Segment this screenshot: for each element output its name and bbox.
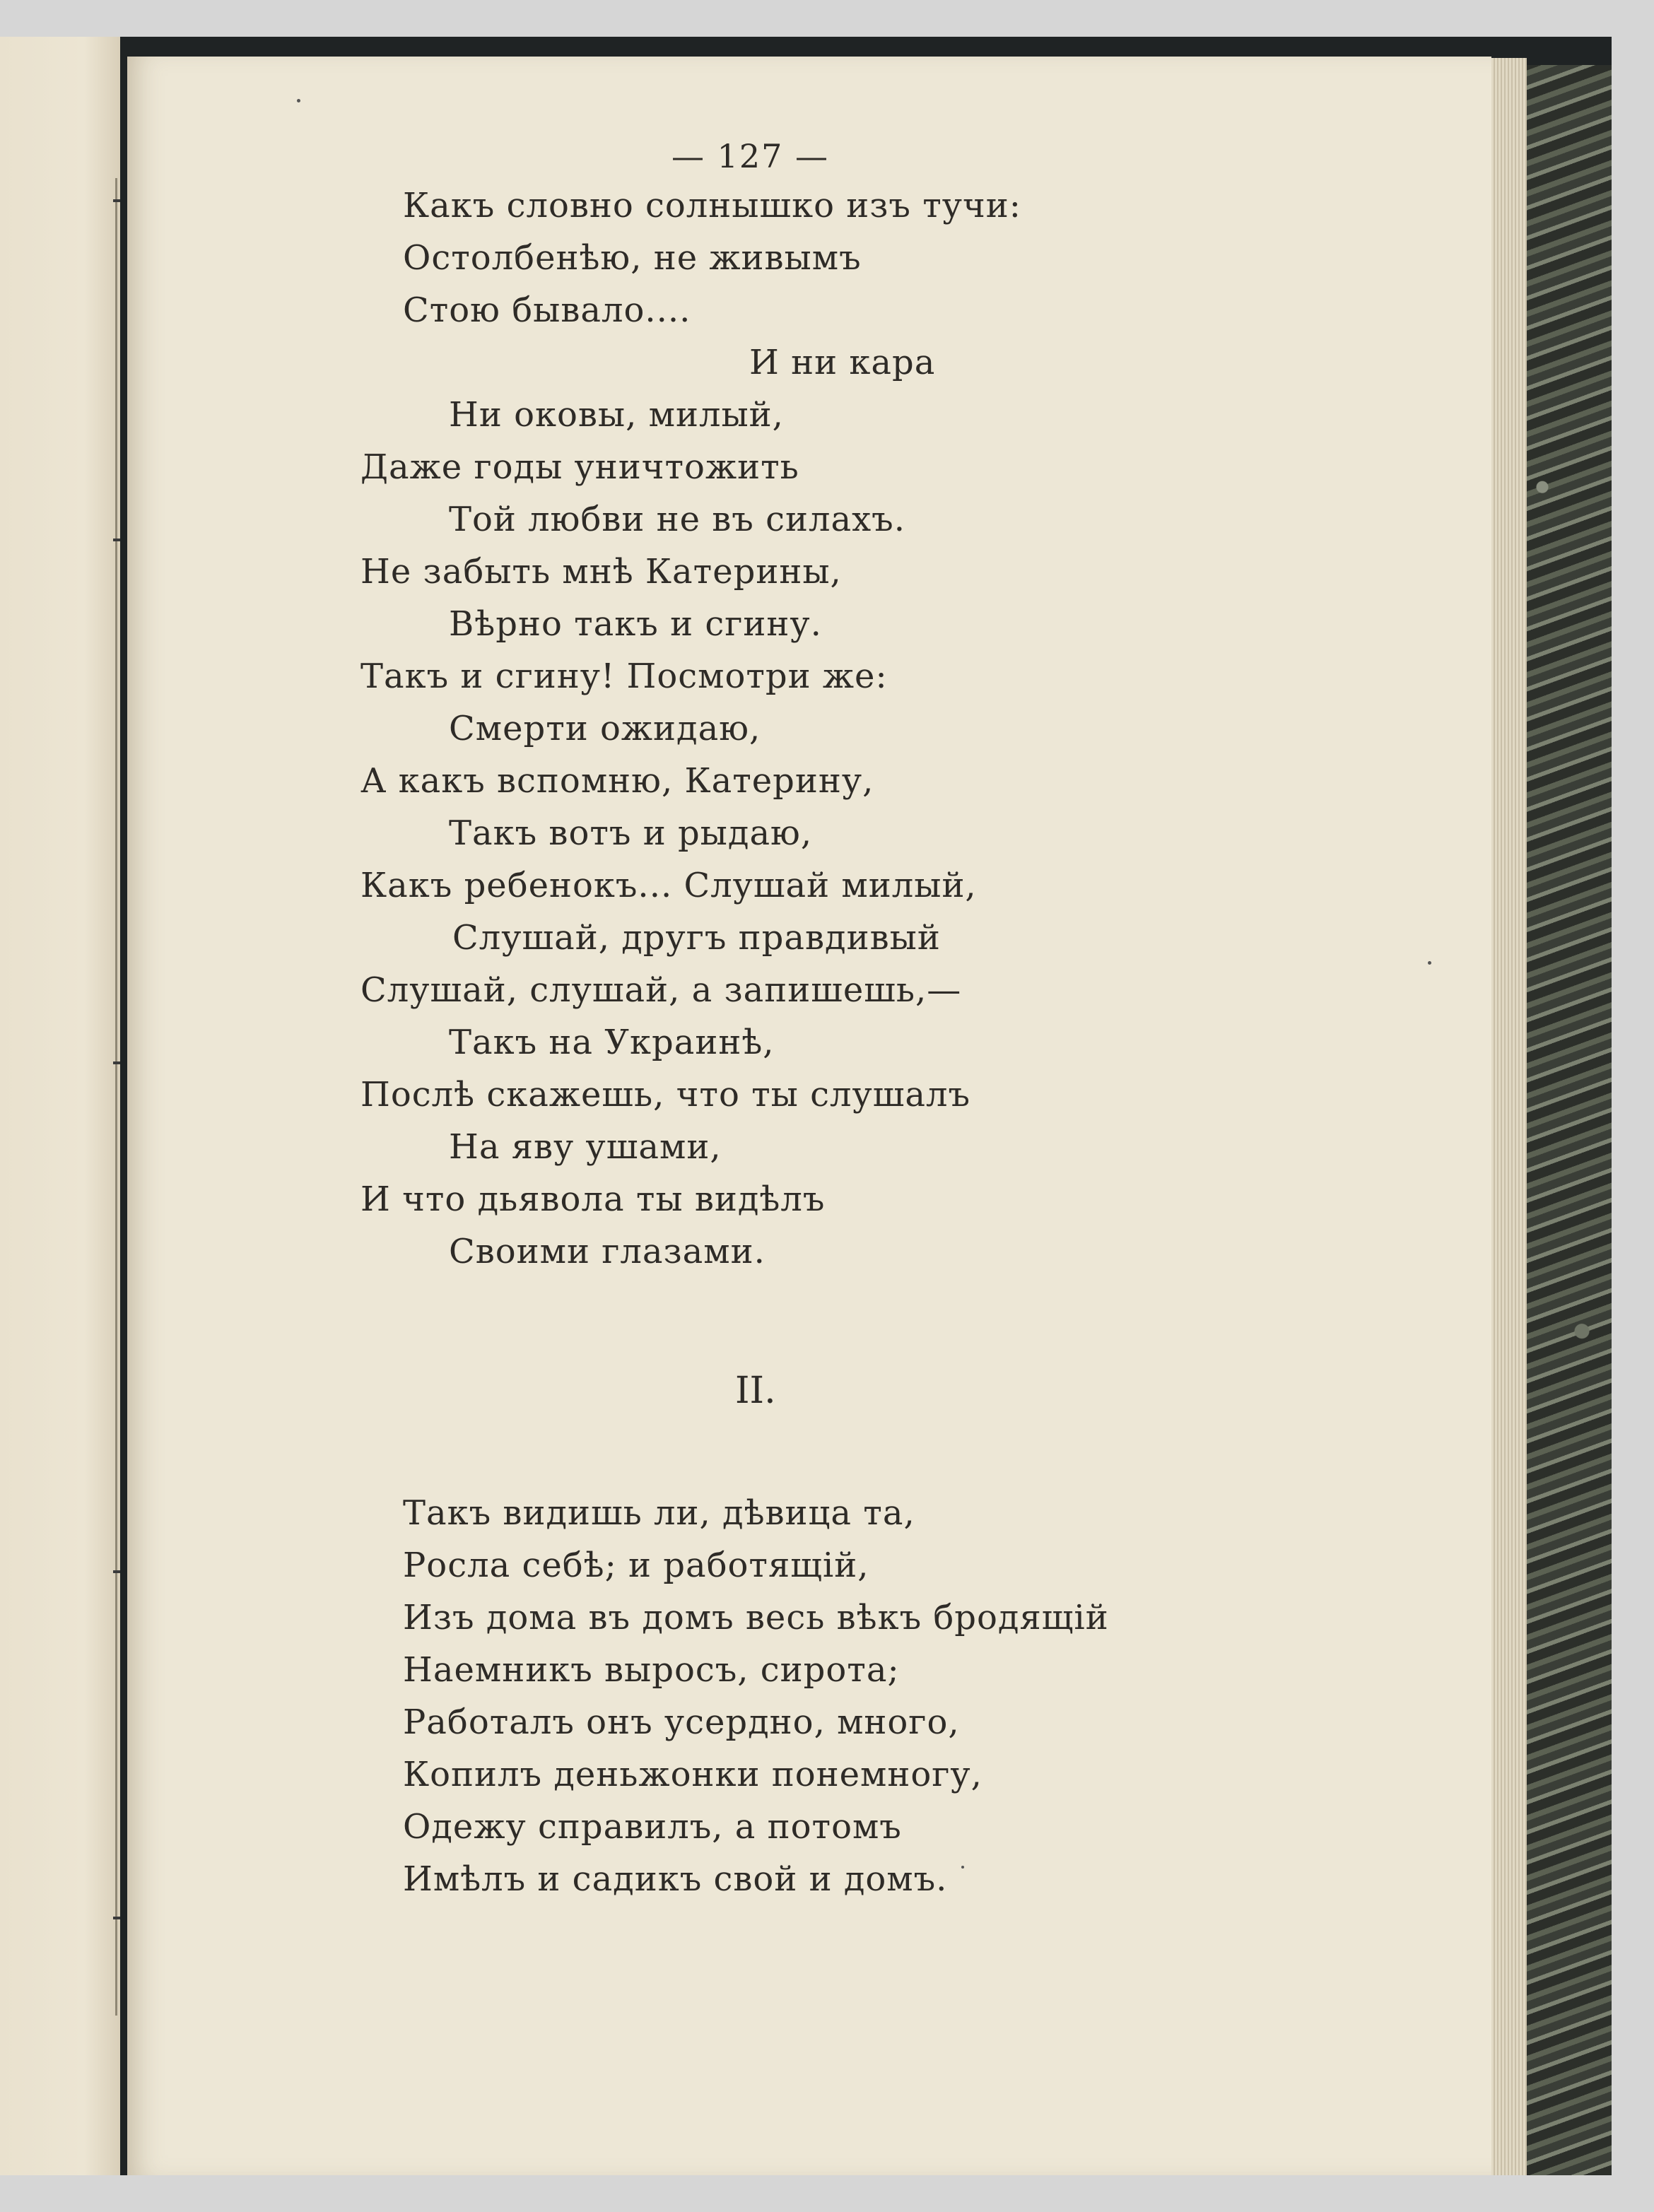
section-heading: II. — [735, 1370, 776, 1412]
binding-stitch — [113, 1917, 120, 1919]
verse-line: И что дьявола ты видѣлъ — [360, 1179, 826, 1219]
verse-line: Какъ словно солнышко изъ тучи: — [403, 186, 1021, 225]
book-cover-marbled — [1513, 65, 1612, 2175]
verse-line: Какъ ребенокъ... Слушай милый, — [360, 866, 977, 905]
verse-line: Слушай, другъ правдивый — [452, 918, 941, 958]
verse-line: Такъ и сгину! Посмотри же: — [360, 657, 888, 696]
verse-line: Смерти ожидаю, — [449, 709, 761, 748]
ink-speck — [297, 99, 300, 102]
verse-line: Одежу справилъ, а потомъ — [403, 1807, 902, 1847]
verse-line: Ни оковы, милый, — [449, 395, 784, 435]
binding-stitch — [113, 1570, 120, 1573]
ink-speck — [961, 1866, 964, 1869]
verse-line: Вѣрно такъ и сгину. — [449, 604, 822, 644]
verse-line: Работалъ онъ усердно, много, — [403, 1702, 960, 1742]
binding-stitch — [113, 539, 120, 541]
verse-line: И ни кара — [749, 343, 936, 382]
verse-line: Такъ видишь ли, дѣвица та, — [403, 1493, 915, 1533]
verse-line: Такъ вотъ и рыдаю, — [449, 813, 813, 853]
binding-stitch — [113, 199, 120, 202]
verse-line: Слушай, слушай, а запишешь,— — [360, 970, 962, 1010]
verse-line: Послѣ скажешь, что ты слушалъ — [360, 1075, 971, 1114]
verse-line: Изъ дома въ домъ весь вѣкъ бродящій — [403, 1598, 1109, 1637]
verse-line: Остолбенѣю, не живымъ — [403, 238, 862, 278]
verse-line: Даже годы уничтожить — [360, 447, 799, 487]
page-number: — 127 — — [671, 137, 830, 175]
verse-line: Имѣлъ и садикъ свой и домъ. — [403, 1859, 948, 1899]
verse-line: Не забыть мнѣ Катерины, — [360, 552, 842, 592]
verse-line: Стою бывало.... — [403, 290, 691, 330]
gutter-line — [115, 178, 117, 2016]
facing-page-edge — [0, 37, 120, 2175]
verse-line: На яву ушами, — [449, 1127, 722, 1167]
verse-line: Росла себѣ; и работящій, — [403, 1546, 869, 1585]
verse-line: Своими глазами. — [449, 1232, 766, 1271]
binding-stitch — [113, 1061, 120, 1064]
verse-line: Той любви не въ силахъ. — [449, 500, 905, 539]
scan-frame — [0, 37, 1612, 2175]
ink-speck — [1428, 961, 1431, 965]
verse-line: Копилъ деньжонки понемногу, — [403, 1755, 983, 1794]
book-page — [127, 57, 1491, 2175]
verse-line: Такъ на Украинѣ, — [449, 1023, 775, 1062]
verse-line: Наемникъ выросъ, сирота; — [403, 1650, 900, 1690]
verse-line: А какъ вспомню, Катерину, — [360, 761, 874, 801]
